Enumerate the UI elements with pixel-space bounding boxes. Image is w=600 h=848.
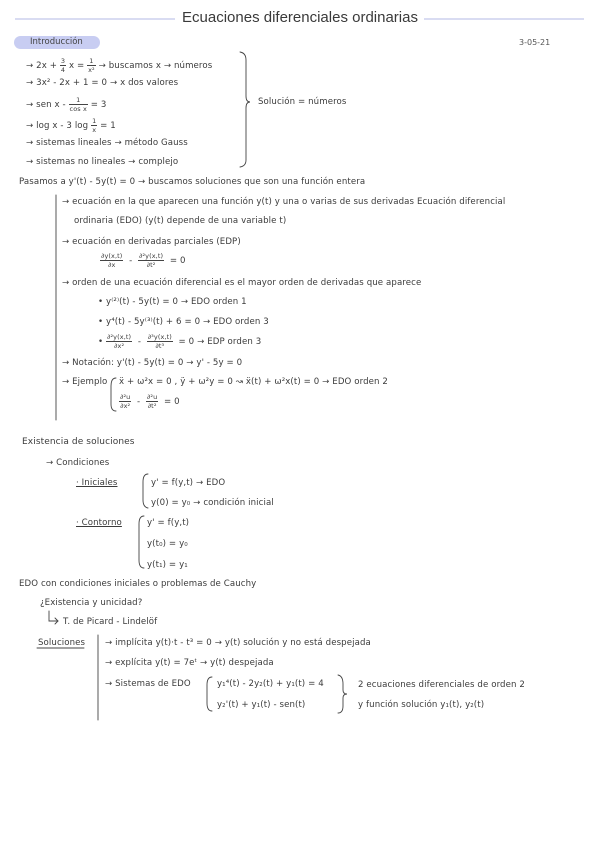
sec2-condiciones: → Condiciones bbox=[46, 458, 110, 468]
sec2-ini2: y(0) = y₀ → condición inicial bbox=[151, 498, 274, 508]
introduccion-label: Introducción bbox=[30, 37, 83, 47]
sec1-ex1: • y⁽²⁾(t) - 5y(t) = 0 → EDO orden 1 bbox=[98, 297, 247, 307]
intro-item6: → sistemas no lineales → complejo bbox=[26, 157, 179, 167]
sec1-ejemplo-label: → Ejemplo bbox=[62, 377, 108, 387]
intro-eq3-lhs: sen x - bbox=[36, 100, 69, 110]
fraction-icon: $\frac{1}{\text{x²}}$ bbox=[88, 57, 95, 74]
intro-solution: Solución = números bbox=[258, 97, 347, 107]
sec2-existencia: ¿Existencia y unicidad? bbox=[40, 598, 143, 608]
sec2-con1: y' = f(y,t) bbox=[147, 518, 190, 528]
intro-eq4: → log x - 3 log $\frac{1}{x}$ = 1 bbox=[26, 117, 116, 134]
intro-eq4-lhs: log x - 3 log bbox=[36, 121, 92, 131]
sec2-con2: y(t₀) = y₀ bbox=[147, 539, 188, 549]
sec1-intro: Pasamos a y'(t) - 5y(t) = 0 → buscamos soluciones que son una función entera bbox=[19, 177, 366, 187]
sec2-ini1: y' = f(y,t) → EDO bbox=[151, 478, 226, 488]
fraction-icon: $\frac{3}{4}$ bbox=[60, 57, 66, 74]
sec1-ejemplo2: $\frac{\text{∂²u}}{\text{∂x²}}$ - $\frac{\text{∂²u}}{\text{∂t²}}$ = 0 bbox=[120, 393, 180, 410]
intro-eq2: → 3x² - 2x + 1 = 0 → x dos valores bbox=[26, 78, 179, 88]
sec2-explicita: → explícita y(t) = 7eᵗ → y(t) despejada bbox=[105, 658, 274, 668]
page-title: Ecuaciones diferenciales ordinarias bbox=[182, 9, 418, 26]
sec2-sistemas: → Sistemas de EDO bbox=[105, 679, 191, 689]
sec2-implicita: → implícita y(t)·t - t³ = 0 → y(t) solución y no está despejada bbox=[105, 638, 371, 648]
intro-eq1-rhs: → buscamos x → números bbox=[98, 61, 213, 71]
sec1-ex2: • y⁴(t) - 5y⁽³⁾(t) + 6 = 0 → EDO orden 3 bbox=[98, 317, 269, 327]
sec2-picard: T. de Picard - Lindelöf bbox=[63, 617, 158, 627]
sec1-ex3: • $\frac{\text{∂²y(x,t)}}{\text{∂x²}}$ - $\frac{\text{∂³y(x,t)}}{\text{∂t³}}$ = 0 → EDP orden 3 bbox=[98, 333, 262, 350]
sec1-notacion: → Notación: y'(t) - 5y(t) = 0 → y' - 5y = 0 bbox=[62, 358, 243, 368]
sec1-ejemplo1: ẍ + ω²x = 0 , ÿ + ω²y = 0 ↝ ẍ(t) + ω²x(t) = 0 → EDO orden 2 bbox=[119, 377, 388, 387]
intro-eq4-frac: $\frac{1}{x}$ bbox=[92, 117, 97, 134]
sec2-cauchy: EDO con condiciones iniciales o problemas de Cauchy bbox=[19, 579, 257, 589]
sec2-sys1: y₁⁴(t) - 2y₂(t) + y₁(t) = 4 bbox=[217, 679, 324, 689]
intro-eq3: → sen x - $\frac{1}{\text{cos x}}$ = 3 bbox=[26, 96, 107, 113]
intro-eq3-frac: $\frac{1}{\text{cos x}}$ bbox=[69, 96, 87, 113]
sec1-orden: → orden de una ecuación diferencial es el mayor orden de derivadas que aparece bbox=[62, 278, 422, 288]
sec2-con3: y(t₁) = y₁ bbox=[147, 560, 188, 570]
intro-eq3-rhs: = 3 bbox=[87, 100, 107, 110]
note-date: 3-05-21 bbox=[519, 38, 551, 47]
intro-item5: → sistemas lineales → método Gauss bbox=[26, 138, 188, 148]
sec2-soluciones: Soluciones bbox=[38, 638, 86, 648]
sec1-edo-line1: → ecuación en la que aparecen una función y(t) y una o varias de sus derivadas Ecuación diferencial bbox=[62, 197, 506, 207]
sec2-title: Existencia de soluciones bbox=[22, 437, 135, 447]
sec2-sys-desc2: y función solución y₁(t), y₂(t) bbox=[358, 700, 485, 710]
intro-eq1: → 2x + $\frac{3}{4}$ x = $\frac{1}{\text{x²}}$ → buscamos x → números bbox=[26, 57, 213, 74]
sec2-sys-desc1: 2 ecuaciones diferenciales de orden 2 bbox=[358, 680, 525, 690]
sec2-sys2: y₂'(t) + y₁(t) - sen(t) bbox=[217, 700, 306, 710]
sec1-edp: → ecuación en derivadas parciales (EDP) bbox=[62, 237, 241, 247]
sec1-edo-line2: ordinaria (EDO) (y(t) depende de una variable t) bbox=[74, 216, 287, 226]
sec1-edp-formula: $\frac{\partial y(x,t)}{\partial x}$ - $\frac{\text{∂²y(x,t)}}{\text{∂t²}}$ = 0 bbox=[101, 252, 186, 269]
sec2-contorno: · Contorno bbox=[76, 518, 122, 528]
sec2-iniciales: · Iniciales bbox=[76, 478, 118, 488]
intro-eq2-text: 3x² - 2x + 1 = 0 → x dos valores bbox=[36, 78, 179, 88]
intro-eq4-rhs: = 1 bbox=[97, 121, 116, 131]
